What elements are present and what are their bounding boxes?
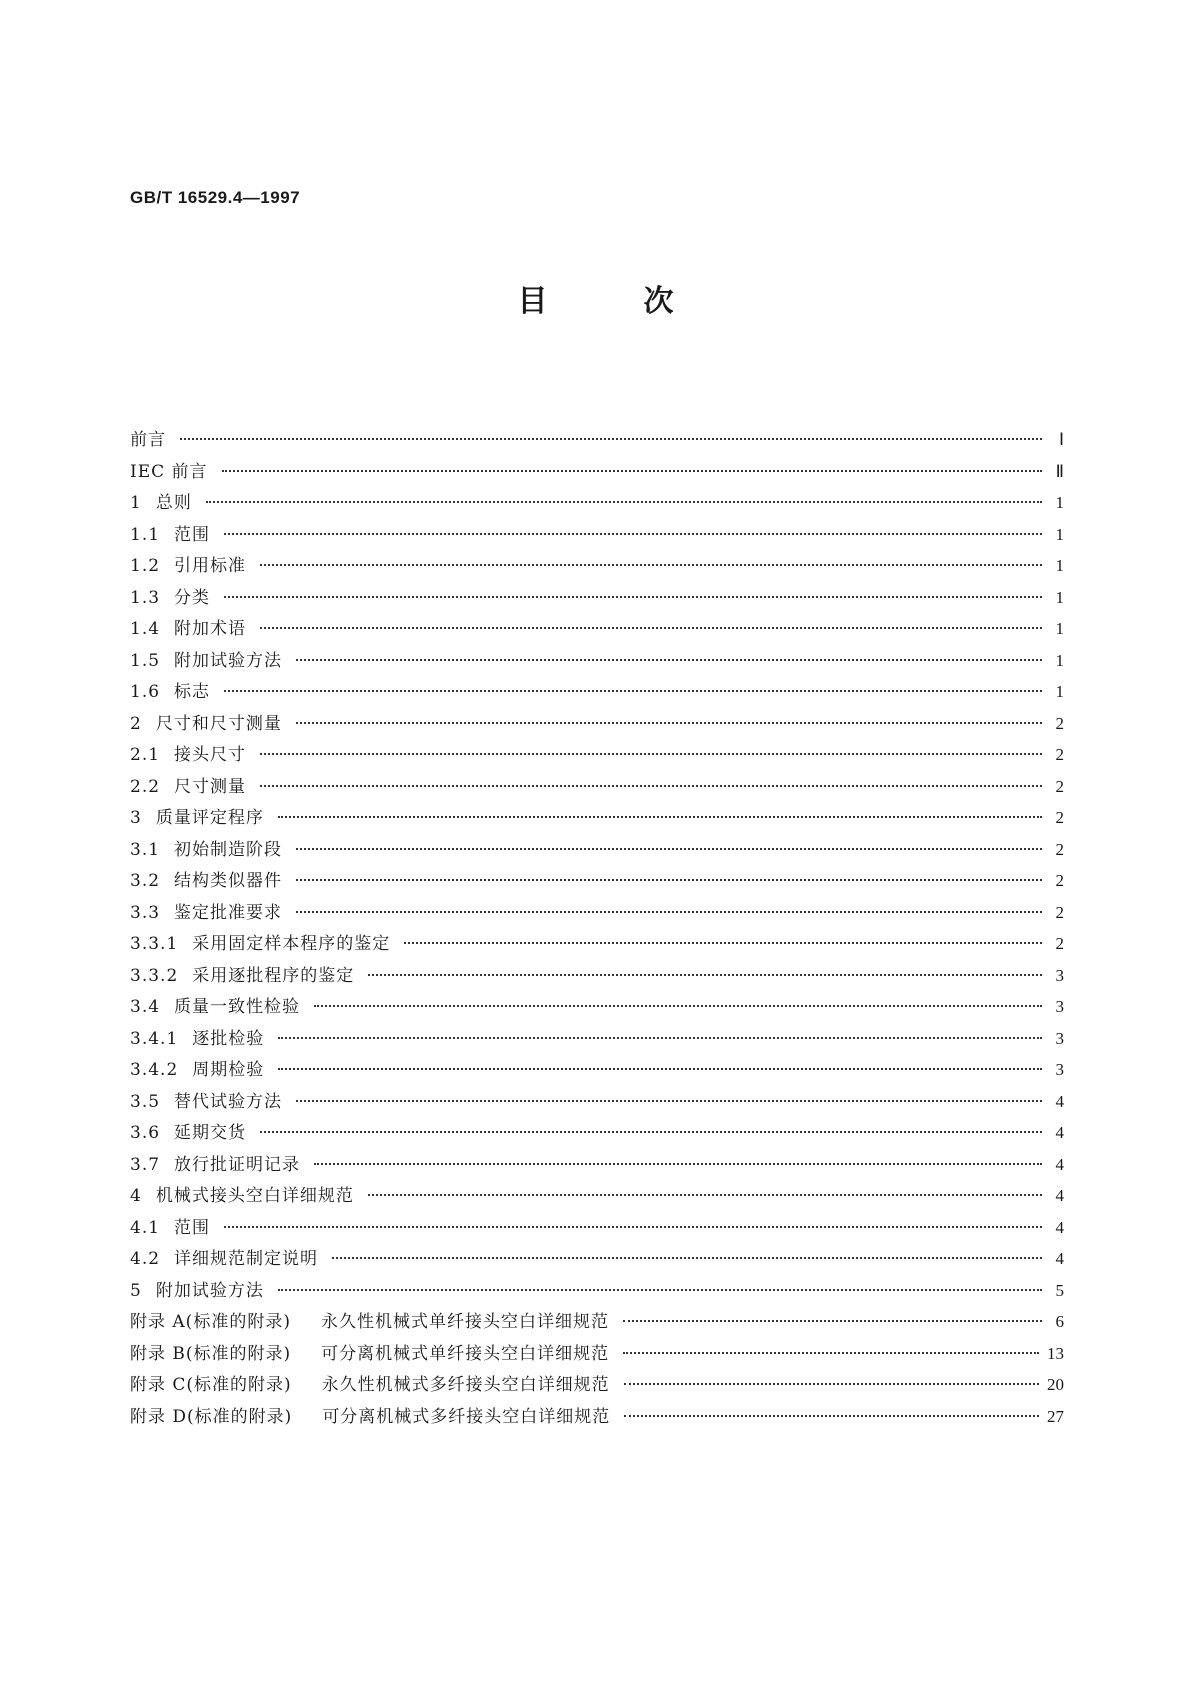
toc-section-number: 2.1 <box>130 745 161 765</box>
dot-leader <box>623 1352 1039 1354</box>
toc-page-number: 2 <box>1055 808 1064 827</box>
toc-entry[interactable] <box>130 1054 1064 1086</box>
toc-page-number: 3 <box>1055 997 1064 1016</box>
toc-page-number: 4 <box>1055 1217 1064 1237</box>
toc-entry[interactable] <box>130 991 1064 1023</box>
toc-entry[interactable] <box>130 1275 1064 1307</box>
toc-entry[interactable] <box>130 708 1064 740</box>
toc-page-number: 2 <box>1055 713 1064 733</box>
dot-leader <box>296 879 1042 881</box>
title-char-2: 次 <box>643 284 674 319</box>
dot-leader <box>224 596 1042 598</box>
page-title <box>0 276 1191 320</box>
toc-page-number: Ⅰ <box>1058 430 1064 449</box>
toc-section-number: 1.2 <box>130 556 161 576</box>
dot-leader <box>296 722 1042 724</box>
dot-leader <box>260 564 1042 566</box>
dot-leader <box>260 785 1042 787</box>
dot-leader <box>296 659 1042 661</box>
toc-title: 鉴定批准要求 <box>174 902 283 923</box>
toc-entry[interactable] <box>130 834 1064 866</box>
dot-leader <box>368 1194 1042 1196</box>
toc-entry[interactable] <box>130 1180 1064 1212</box>
toc-page-number: 4 <box>1055 1123 1064 1142</box>
toc-section-number: 2 <box>130 713 142 734</box>
dot-leader <box>624 1415 1039 1417</box>
toc-entry[interactable] <box>130 928 1064 960</box>
toc-section-number: 3.7 <box>130 1154 161 1175</box>
toc-page-number: 4 <box>1055 1249 1064 1268</box>
toc-title: 逐批检验 <box>192 1028 265 1049</box>
toc-section-number: 5 <box>130 1280 142 1301</box>
toc-entry[interactable] <box>130 1306 1064 1338</box>
toc-section-number: 1.3 <box>130 587 161 608</box>
toc-title: 详细规范制定说明 <box>174 1249 319 1269</box>
toc-section-number: 1.1 <box>130 524 161 545</box>
dot-leader <box>314 1163 1042 1165</box>
toc-section-number: 1.4 <box>130 619 161 639</box>
toc-section-number: 4 <box>130 1186 142 1206</box>
dot-leader <box>224 690 1042 692</box>
dot-leader <box>260 753 1042 755</box>
toc-section-number: 3.3 <box>130 902 161 923</box>
toc-title: 机械式接头空白详细规范 <box>155 1186 354 1206</box>
toc-page-number: 13 <box>1047 1343 1064 1363</box>
toc-section-number: 3.1 <box>130 839 161 860</box>
toc-title: 接头尺寸 <box>174 745 247 765</box>
toc-section-number: 1 <box>130 493 142 513</box>
toc-section-number: 2.2 <box>130 776 161 797</box>
dot-leader <box>206 501 1042 503</box>
dot-leader <box>404 942 1042 944</box>
toc-title: 质量评定程序 <box>155 808 264 828</box>
dot-leader <box>260 627 1042 629</box>
toc-title: 分类 <box>174 587 211 608</box>
toc-title: 引用标准 <box>174 556 247 576</box>
toc-entry[interactable] <box>130 1117 1064 1149</box>
toc-title: 附加试验方法 <box>155 1280 264 1301</box>
dot-leader <box>296 848 1042 850</box>
toc-page-number: 1 <box>1055 682 1064 701</box>
toc-entry[interactable] <box>130 645 1064 677</box>
toc-page-number: 20 <box>1047 1375 1064 1394</box>
toc-entry[interactable] <box>130 613 1064 645</box>
toc-page-number: 2 <box>1055 902 1064 922</box>
toc-annex-label: 附录 A(标准的附录) <box>130 1312 291 1332</box>
toc-title: 前言 <box>130 430 166 450</box>
toc-title: 延期交货 <box>174 1123 247 1143</box>
toc-page-number: 4 <box>1055 1091 1064 1111</box>
toc-page-number: 2 <box>1055 871 1064 890</box>
toc-entry[interactable] <box>130 960 1064 992</box>
toc-title: 采用固定样本程序的鉴定 <box>192 934 391 954</box>
dot-leader <box>260 1131 1042 1133</box>
toc-entry[interactable] <box>130 1149 1064 1181</box>
toc-entry[interactable] <box>130 1401 1064 1433</box>
toc-entry[interactable] <box>130 582 1064 614</box>
dot-leader <box>278 1289 1042 1291</box>
dot-leader <box>278 816 1042 818</box>
toc-section-number: 3 <box>130 808 142 828</box>
toc-entry[interactable] <box>130 676 1064 708</box>
toc-annex-label: 附录 B(标准的附录) <box>130 1343 292 1364</box>
toc-title: 结构类似器件 <box>174 871 283 891</box>
dot-leader <box>222 470 1042 472</box>
toc-page-number: 1 <box>1055 650 1064 670</box>
toc-page-number: 6 <box>1055 1312 1064 1331</box>
dot-leader <box>296 1100 1042 1102</box>
toc-title: 周期检验 <box>192 1060 265 1080</box>
toc-title: 初始制造阶段 <box>174 839 283 860</box>
toc-title: 尺寸测量 <box>174 776 247 797</box>
dot-leader <box>224 533 1042 535</box>
toc-section-number: 3.3.2 <box>130 965 179 986</box>
toc-page-number: 5 <box>1055 1280 1064 1300</box>
toc-entry[interactable] <box>130 1212 1064 1244</box>
toc-page-number: 3 <box>1055 1060 1064 1079</box>
dot-leader <box>624 1383 1039 1385</box>
toc-page-number: 1 <box>1055 619 1064 638</box>
dot-leader <box>296 911 1042 913</box>
toc-entry[interactable] <box>130 802 1064 834</box>
toc-title: 范围 <box>174 1217 211 1238</box>
dot-leader <box>368 974 1042 976</box>
toc-page-number: 2 <box>1055 745 1064 764</box>
toc-section-number: 3.4 <box>130 997 161 1017</box>
toc-page-number: 1 <box>1055 493 1064 512</box>
toc-section-number: 3.4.2 <box>130 1060 179 1080</box>
toc-page-number: Ⅱ <box>1055 461 1064 481</box>
title-char-1: 目 <box>517 284 548 319</box>
toc-title: 可分离机械式单纤接头空白详细规范 <box>321 1343 610 1364</box>
toc-annex-label: 附录 D(标准的附录) <box>130 1406 293 1427</box>
toc-page-number: 1 <box>1055 524 1064 544</box>
toc-section-number: 3.5 <box>130 1091 161 1112</box>
standard-number: GB/T 16529.4—1997 <box>130 188 301 207</box>
toc-section-number: 3.2 <box>130 871 161 891</box>
dot-leader <box>623 1320 1042 1322</box>
toc-annex-label: 附录 C(标准的附录) <box>130 1375 292 1395</box>
toc-title: 总则 <box>155 493 192 513</box>
toc-page-number: 1 <box>1055 587 1064 607</box>
toc-page-number: 2 <box>1055 934 1064 953</box>
toc-entry[interactable] <box>130 739 1064 771</box>
toc-title: IEC 前言 <box>130 461 208 482</box>
toc-entry[interactable] <box>130 771 1064 803</box>
toc-section-number: 3.6 <box>130 1123 161 1143</box>
toc-entry[interactable] <box>130 865 1064 897</box>
dot-leader <box>332 1257 1042 1259</box>
toc-section-number: 3.4.1 <box>130 1028 179 1049</box>
dot-leader <box>224 1226 1042 1228</box>
dot-leader <box>278 1068 1042 1070</box>
toc-section-number: 1.6 <box>130 682 161 702</box>
toc-title: 可分离机械式多纤接头空白详细规范 <box>322 1406 611 1427</box>
toc-title: 放行批证明记录 <box>174 1154 301 1175</box>
toc-entry[interactable] <box>130 550 1064 582</box>
toc-entry[interactable] <box>130 1243 1064 1275</box>
toc-page-number: 4 <box>1055 1186 1064 1205</box>
table-of-contents <box>130 424 1064 1432</box>
toc-page-number: 4 <box>1055 1154 1064 1174</box>
dot-leader <box>180 438 1042 440</box>
toc-entry[interactable] <box>130 424 1064 456</box>
toc-section-number: 1.5 <box>130 650 161 671</box>
toc-page-number: 2 <box>1055 776 1064 796</box>
toc-title: 附加试验方法 <box>174 650 283 671</box>
toc-page-number: 3 <box>1055 965 1064 985</box>
toc-title: 质量一致性检验 <box>174 997 301 1017</box>
toc-title: 标志 <box>174 682 211 702</box>
toc-entry[interactable] <box>130 897 1064 929</box>
toc-entry[interactable] <box>130 1338 1064 1370</box>
toc-title: 尺寸和尺寸测量 <box>155 713 282 734</box>
toc-title: 永久性机械式单纤接头空白详细规范 <box>320 1312 609 1332</box>
toc-title: 附加术语 <box>174 619 247 639</box>
toc-section-number: 3.3.1 <box>130 934 179 954</box>
toc-entry[interactable] <box>130 456 1064 488</box>
toc-entry[interactable] <box>130 1086 1064 1118</box>
toc-section-number: 4.1 <box>130 1217 161 1238</box>
toc-title: 替代试验方法 <box>174 1091 283 1112</box>
toc-section-number: 4.2 <box>130 1249 161 1269</box>
toc-title: 采用逐批程序的鉴定 <box>192 965 355 986</box>
toc-entry[interactable] <box>130 487 1064 519</box>
dot-leader <box>314 1005 1042 1007</box>
toc-title: 永久性机械式多纤接头空白详细规范 <box>321 1375 610 1395</box>
toc-title: 范围 <box>174 524 211 545</box>
toc-page-number: 1 <box>1055 556 1064 575</box>
toc-entry[interactable] <box>130 1023 1064 1055</box>
toc-entry[interactable] <box>130 519 1064 551</box>
toc-page-number: 2 <box>1055 839 1064 859</box>
toc-page-number: 3 <box>1055 1028 1064 1048</box>
toc-page-number: 27 <box>1047 1406 1064 1426</box>
toc-entry[interactable] <box>130 1369 1064 1401</box>
dot-leader <box>278 1037 1042 1039</box>
